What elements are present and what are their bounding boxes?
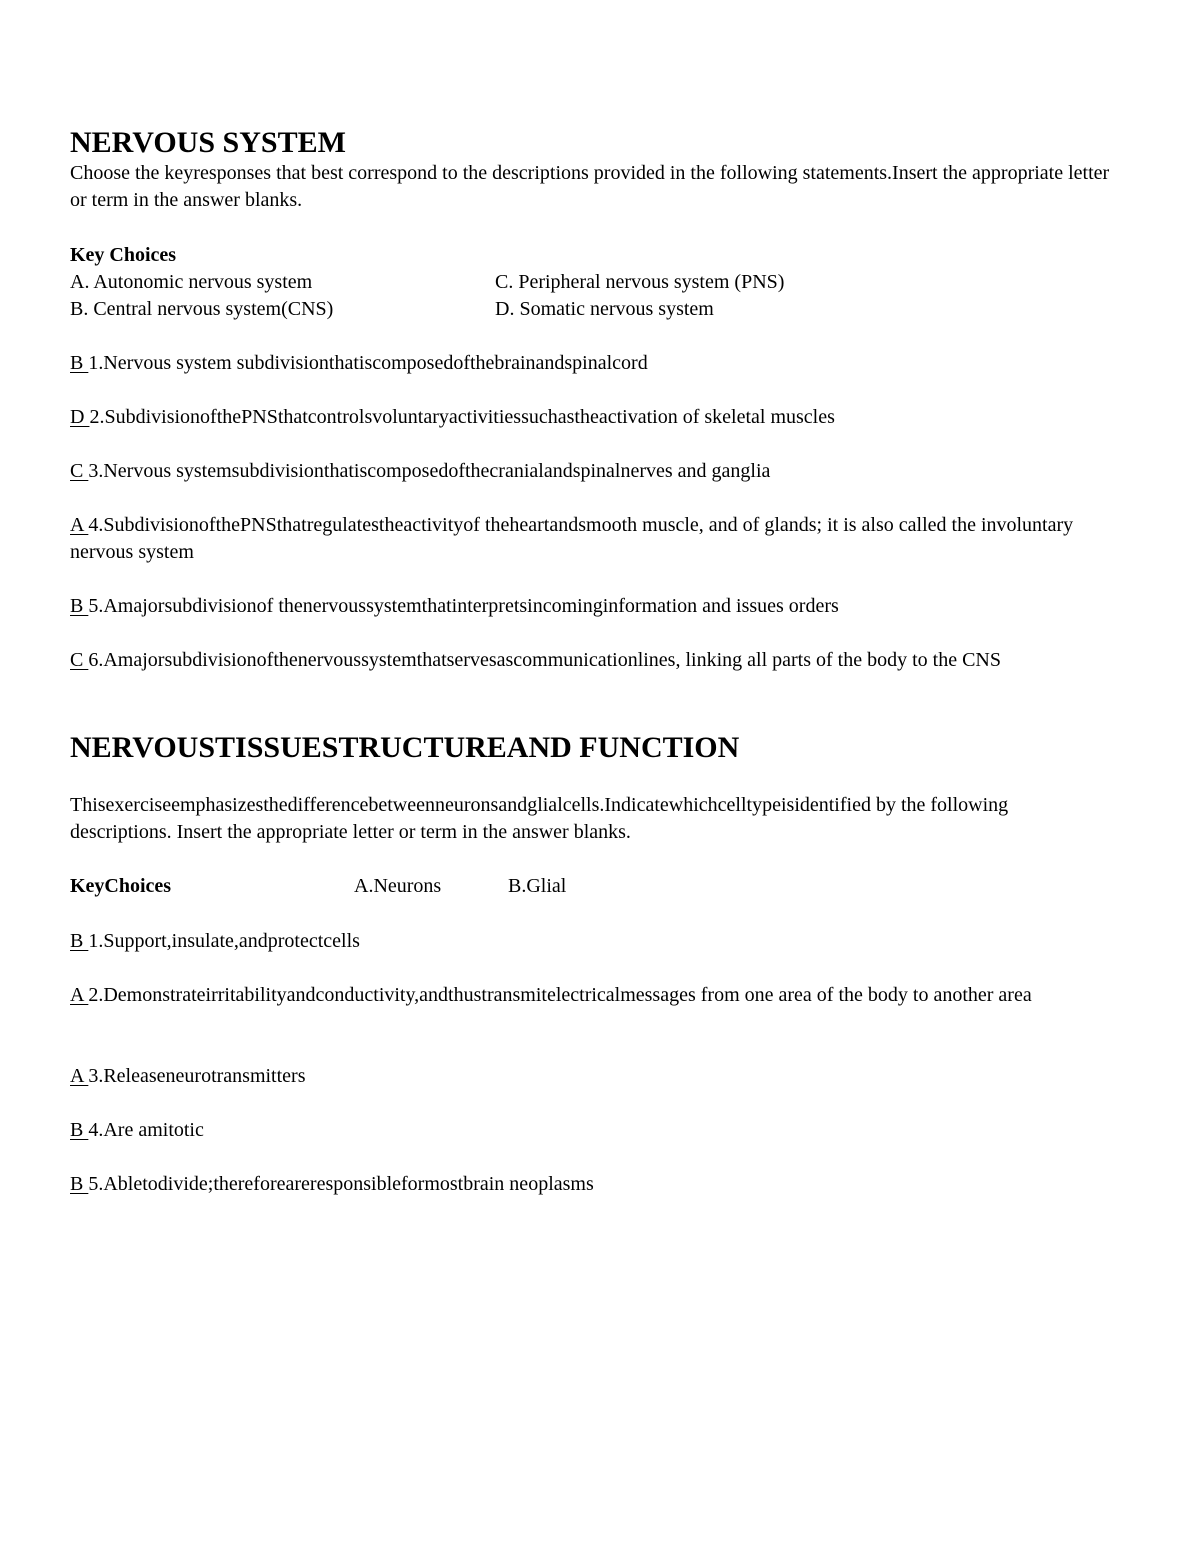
question-text: 3.Releaseneurotransmitters: [88, 1065, 306, 1087]
question-item: [70, 928, 1100, 955]
question-item: [70, 404, 1100, 431]
question-text: 5.Amajorsubdivisionof thenervoussystemthatinterpretsincominginformation and issues orders: [88, 595, 839, 617]
question-text: 5.Abletodivide;thereforeareresponsibleformostbrain neoplasms: [88, 1173, 594, 1195]
key-choice-d: D. Somatic nervous system: [495, 298, 714, 320]
question-text: 3.Nervous systemsubdivisionthatiscomposedofthecranialandspinalnerves and ganglia: [88, 460, 771, 482]
section1-instructions: Choose the keyresponses that best correspond to the descriptions provided in the following statements.Insert the appropriate letter or term in the answer blanks.: [70, 162, 1110, 211]
question-item: [70, 593, 1100, 620]
question-item: [70, 512, 1100, 566]
section2-key-label: KeyChoices: [70, 875, 172, 897]
key-choice-neurons: A.Neurons: [354, 875, 442, 897]
section1-key-label: Key Choices: [70, 244, 177, 266]
answer-blank[interactable]: A: [70, 514, 89, 536]
question-text: 4.Are amitotic: [88, 1119, 204, 1141]
key-choice-c: C. Peripheral nervous system (PNS): [495, 271, 785, 293]
question-text: 6.Amajorsubdivisionofthenervoussystemthatservesascommunicationlines, linking all parts of the body to the CNS: [88, 649, 1001, 671]
answer-blank[interactable]: D: [70, 406, 90, 428]
answer-blank[interactable]: C: [70, 460, 89, 482]
key-choice-a: A. Autonomic nervous system: [70, 271, 313, 293]
question-text: 1.Nervous system subdivisionthatiscomposedofthebrainandspinalcord: [88, 352, 648, 374]
question-item: [70, 1117, 1100, 1144]
answer-blank[interactable]: B: [70, 930, 89, 952]
section2-title: NERVOUSTISSUESTRUCTUREAND FUNCTION: [70, 731, 740, 764]
section2-instructions: Thisexerciseemphasizesthedifferencebetweenneuronsandglialcells.Indicatewhichcelltypeisidentified by the following descriptions. Insert the appropriate letter or term in the answer blanks.: [70, 794, 1009, 843]
question-item: [70, 350, 1100, 377]
question-text: 1.Support,insulate,andprotectcells: [88, 930, 360, 952]
question-item: [70, 1171, 1100, 1198]
section1-title: NERVOUS SYSTEM: [70, 126, 346, 159]
question-item: [70, 458, 1100, 485]
question-item: [70, 647, 1100, 674]
question-item: [70, 1063, 1100, 1090]
answer-blank[interactable]: B: [70, 352, 89, 374]
question-text: 4.SubdivisionofthePNSthatregulatestheactivityof theheartandsmooth muscle, and of glands; it is also called the involuntary nervous system: [70, 514, 1074, 563]
answer-blank[interactable]: A: [70, 1065, 89, 1087]
key-choice-glial: B.Glial: [508, 875, 567, 897]
answer-blank[interactable]: B: [70, 595, 89, 617]
question-item: [70, 982, 1100, 1009]
answer-blank[interactable]: B: [70, 1173, 89, 1195]
answer-blank[interactable]: B: [70, 1119, 89, 1141]
question-text: 2.SubdivisionofthePNSthatcontrolsvoluntaryactivitiessuchastheactivation of skeletal muscles: [89, 406, 835, 428]
question-text: 2.Demonstrateirritabilityandconductivity,andthustransmitelectricalmessages from one area of the body to another area: [88, 984, 1032, 1006]
answer-blank[interactable]: C: [70, 649, 89, 671]
answer-blank[interactable]: A: [70, 984, 89, 1006]
key-choice-b: B. Central nervous system(CNS): [70, 298, 334, 320]
